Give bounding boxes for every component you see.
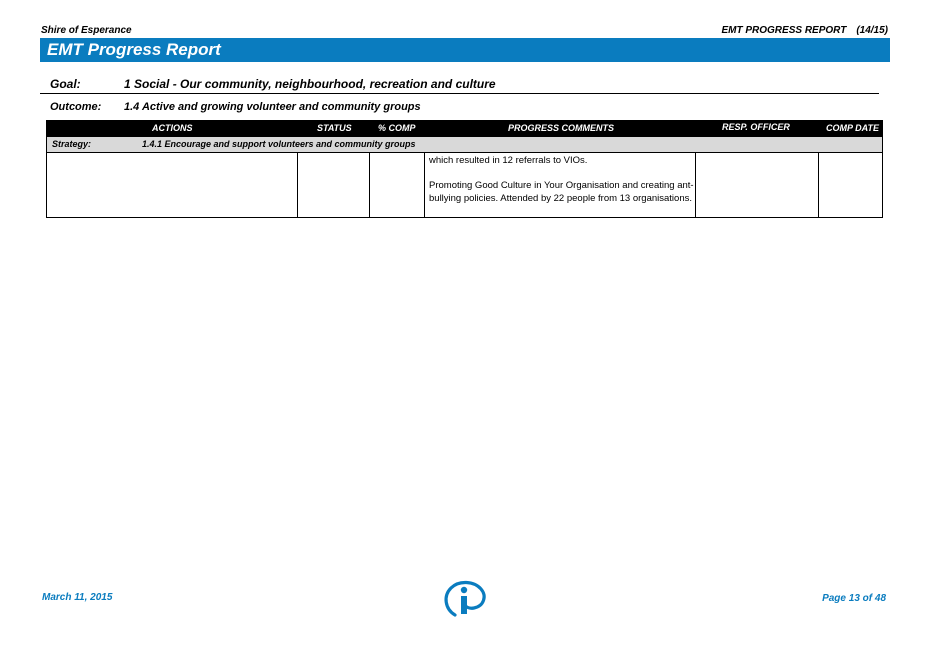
column-header-percent-complete: % COMP	[378, 123, 416, 133]
cell-divider	[424, 152, 425, 217]
column-header-responsible-officer: RESP. OFFICER	[722, 122, 790, 132]
goal-text: 1 Social - Our community, neighbourhood, recreation and culture	[124, 77, 496, 91]
info-i-logo-icon	[442, 579, 488, 619]
table-row	[46, 152, 883, 218]
goal-divider	[40, 93, 879, 94]
progress-comments-cell	[429, 154, 694, 205]
outcome-label: Outcome:	[50, 101, 102, 113]
column-header-status: STATUS	[317, 123, 352, 133]
report-date: March 11, 2015	[42, 592, 113, 603]
column-header-actions: ACTIONS	[152, 123, 193, 133]
cell-divider	[818, 152, 819, 217]
section-page: (14/15)	[856, 25, 888, 36]
cell-divider	[369, 152, 370, 217]
progress-comment: Promoting Good Culture in Your Organisation and creating ant-bullying policies. Attended by 22 people from 13 organisations.	[429, 180, 694, 204]
column-header-progress-comments: PROGRESS COMMENTS	[508, 123, 615, 133]
progress-comment: which resulted in 12 referrals to VIOs.	[429, 155, 588, 166]
strategy-label: Strategy:	[52, 139, 92, 149]
strategy-row	[46, 136, 883, 153]
cell-divider	[297, 152, 298, 217]
column-header-completion-date: COMP DATE	[826, 123, 879, 133]
page-number: Page 13 of 48	[822, 593, 886, 604]
report-title: EMT Progress Report	[47, 40, 221, 59]
strategy-text: 1.4.1 Encourage and support volunteers and community groups	[142, 139, 416, 149]
table-header-row	[46, 120, 883, 136]
cell-divider	[695, 152, 696, 217]
goal-label: Goal:	[50, 77, 81, 91]
outcome-text: 1.4 Active and growing volunteer and community groups	[124, 101, 421, 113]
report-header	[721, 25, 888, 36]
organisation-name: Shire of Esperance	[41, 25, 132, 36]
title-banner	[40, 38, 890, 62]
report-name: EMT PROGRESS REPORT	[721, 25, 847, 36]
